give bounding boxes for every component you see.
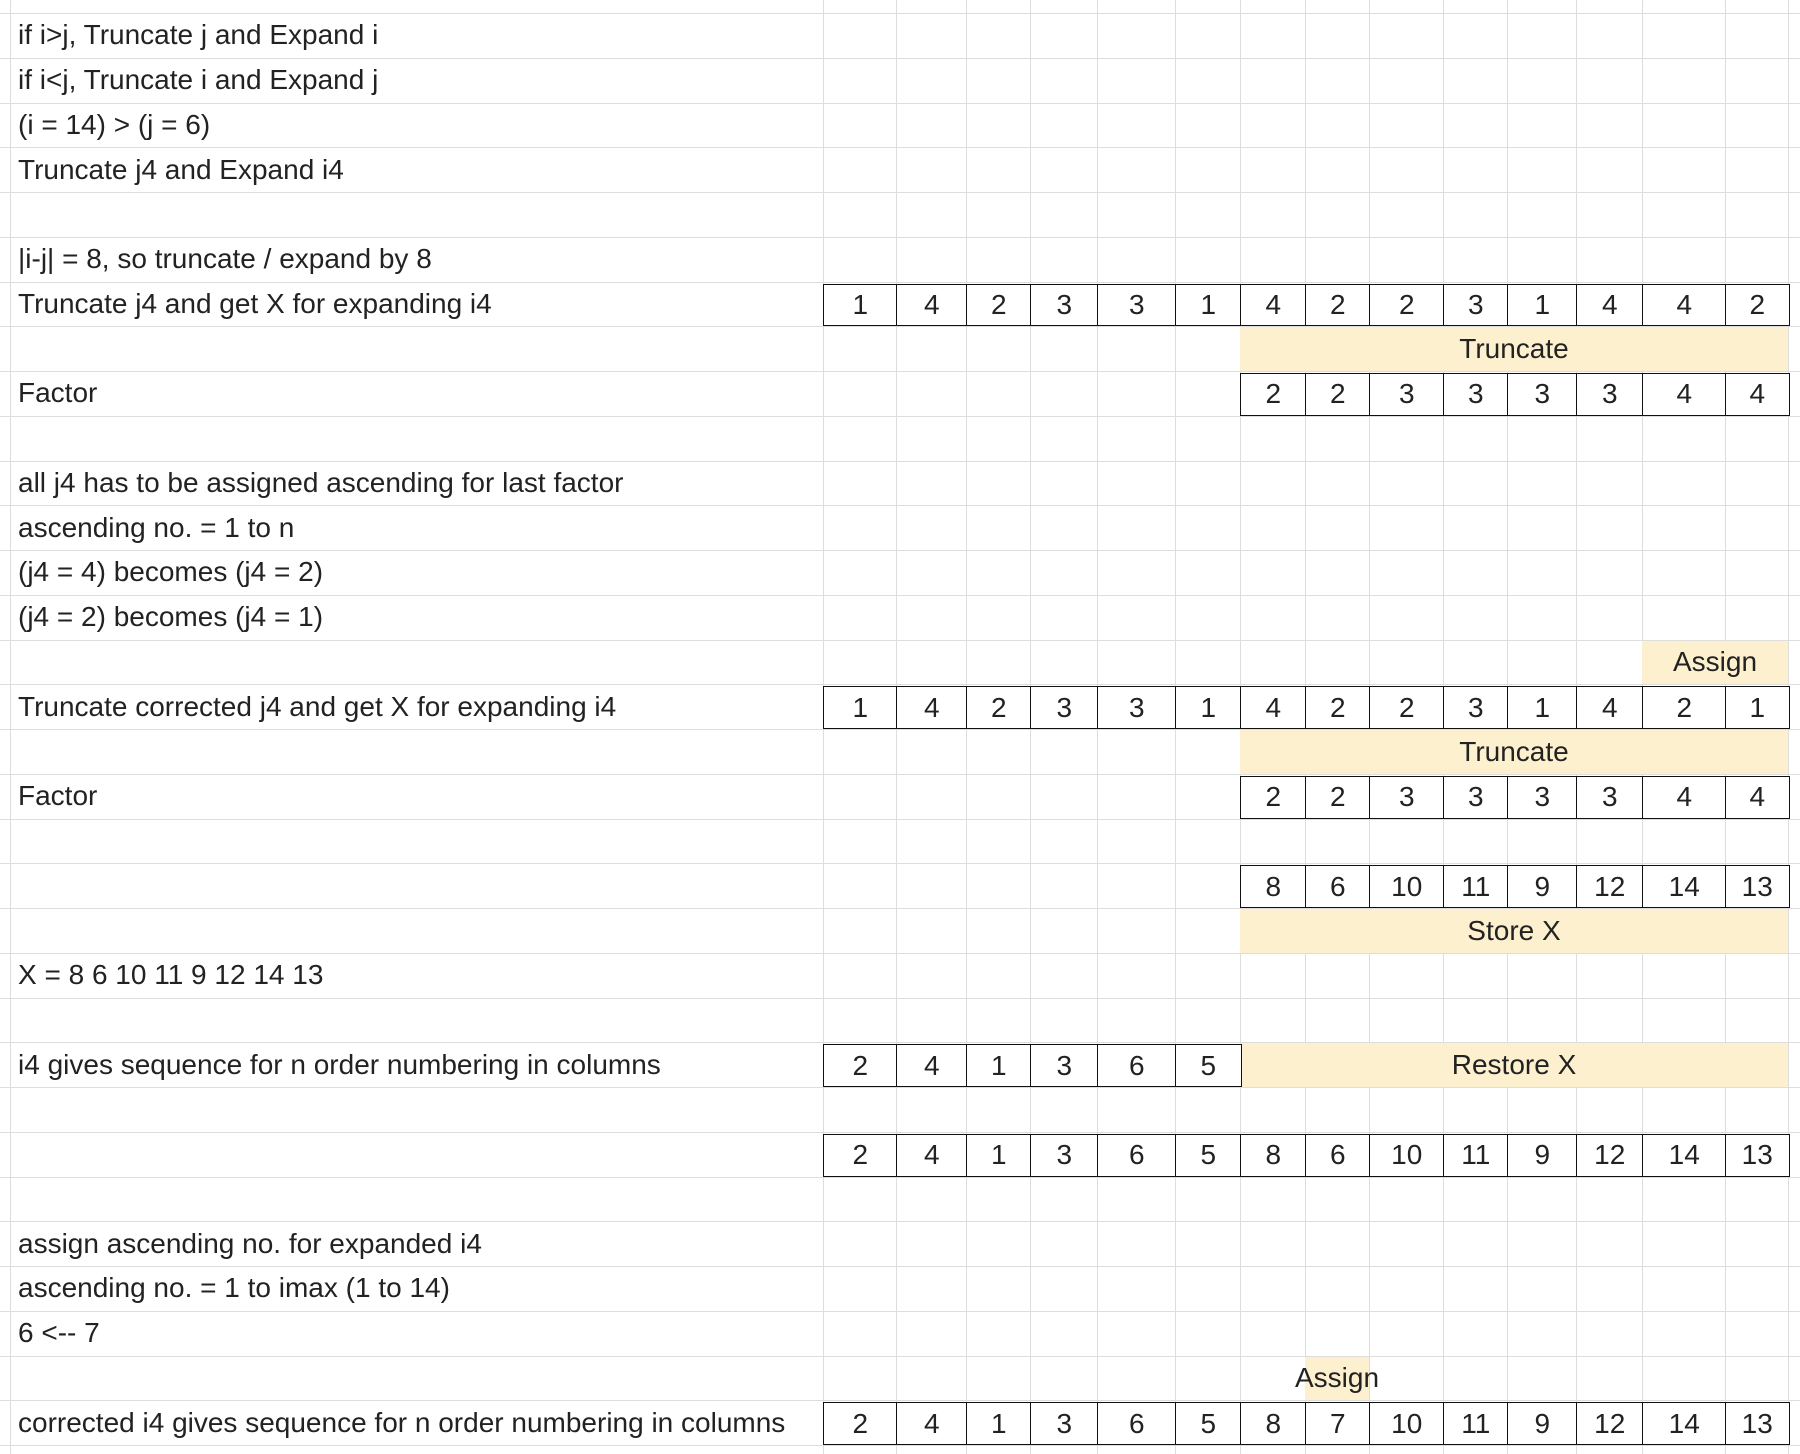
- band-store-x[interactable]: Store X: [1240, 909, 1788, 953]
- row-label[interactable]: Factor: [18, 377, 98, 409]
- value-cell[interactable]: 4: [1576, 686, 1644, 729]
- value-cell[interactable]: 4: [896, 686, 968, 729]
- row-label[interactable]: (j4 = 2) becomes (j4 = 1): [18, 601, 324, 633]
- value-cell[interactable]: 1: [1725, 686, 1790, 729]
- row-label[interactable]: Truncate j4 and get X for expanding i4: [18, 287, 492, 319]
- value-cell[interactable]: 3: [1443, 686, 1509, 729]
- value-cell[interactable]: 2: [823, 1134, 898, 1177]
- value-cell[interactable]: 10: [1369, 1402, 1445, 1445]
- value-cell[interactable]: 8: [1240, 1134, 1307, 1177]
- value-cell[interactable]: 12: [1576, 1402, 1644, 1445]
- value-cell[interactable]: 13: [1725, 1402, 1790, 1445]
- value-cell[interactable]: 4: [1240, 284, 1307, 327]
- value-cell[interactable]: 3: [1097, 284, 1177, 327]
- value-cell[interactable]: 9: [1507, 865, 1578, 908]
- value-cell[interactable]: 3: [1443, 776, 1509, 819]
- row-label[interactable]: Factor: [18, 780, 98, 812]
- value-cell[interactable]: 3: [1030, 284, 1099, 327]
- value-cell[interactable]: 4: [1240, 686, 1307, 729]
- value-cell[interactable]: 1: [1507, 284, 1578, 327]
- value-cell[interactable]: 2: [1642, 686, 1727, 729]
- band-assign[interactable]: Assign: [1265, 1357, 1409, 1401]
- row-label[interactable]: if i>j, Truncate j and Expand i: [18, 19, 379, 51]
- row-label[interactable]: i4 gives sequence for n order numbering in columns: [18, 1048, 661, 1080]
- row-label[interactable]: assign ascending no. for expanded i4: [18, 1227, 482, 1259]
- value-cell[interactable]: 4: [896, 284, 968, 327]
- value-cell[interactable]: 3: [1097, 686, 1177, 729]
- value-cell[interactable]: 6: [1097, 1402, 1177, 1445]
- band-truncate[interactable]: Truncate: [1240, 730, 1788, 774]
- band-truncate[interactable]: Truncate: [1240, 327, 1788, 371]
- value-cell[interactable]: 6: [1305, 1134, 1371, 1177]
- value-cell[interactable]: 5: [1175, 1044, 1242, 1087]
- value-cell[interactable]: 4: [1642, 776, 1727, 819]
- value-cell[interactable]: 2: [966, 686, 1032, 729]
- value-cell[interactable]: 1: [1507, 686, 1578, 729]
- value-cell[interactable]: 14: [1642, 865, 1727, 908]
- row-label[interactable]: Truncate j4 and Expand i4: [18, 153, 344, 185]
- band-restore-x[interactable]: Restore X: [1240, 1043, 1788, 1087]
- row-label[interactable]: if i<j, Truncate i and Expand j: [18, 64, 379, 96]
- value-cell[interactable]: 4: [1642, 373, 1727, 416]
- value-cell[interactable]: 13: [1725, 1134, 1790, 1177]
- value-cell[interactable]: 2: [1305, 373, 1371, 416]
- value-cell[interactable]: 4: [1642, 284, 1727, 327]
- value-cell[interactable]: 1: [966, 1044, 1032, 1087]
- value-cell[interactable]: 3: [1030, 1134, 1099, 1177]
- value-cell[interactable]: 2: [1305, 776, 1371, 819]
- value-cell[interactable]: 1: [1175, 284, 1242, 327]
- value-cell[interactable]: 11: [1443, 1402, 1509, 1445]
- value-cell[interactable]: 4: [1576, 284, 1644, 327]
- value-cell[interactable]: 1: [1175, 686, 1242, 729]
- value-cell[interactable]: 2: [1305, 284, 1371, 327]
- row-label[interactable]: (i = 14) > (j = 6): [18, 108, 211, 140]
- value-cell[interactable]: 2: [966, 284, 1032, 327]
- value-cell[interactable]: 10: [1369, 865, 1445, 908]
- row-label[interactable]: ascending no. = 1 to imax (1 to 14): [18, 1272, 450, 1304]
- value-cell[interactable]: 2: [1240, 776, 1307, 819]
- value-cell[interactable]: 1: [823, 284, 898, 327]
- value-cell[interactable]: 3: [1030, 1402, 1099, 1445]
- value-cell[interactable]: 3: [1576, 373, 1644, 416]
- value-cell[interactable]: 12: [1576, 1134, 1644, 1177]
- value-cell[interactable]: 12: [1576, 865, 1644, 908]
- value-cell[interactable]: 9: [1507, 1402, 1578, 1445]
- value-cell[interactable]: 3: [1369, 373, 1445, 416]
- value-cell[interactable]: 6: [1305, 865, 1371, 908]
- row-label[interactable]: (j4 = 4) becomes (j4 = 2): [18, 556, 324, 588]
- value-cell[interactable]: 3: [1507, 776, 1578, 819]
- value-cell[interactable]: 3: [1576, 776, 1644, 819]
- value-cell[interactable]: 4: [896, 1044, 968, 1087]
- value-cell[interactable]: 3: [1369, 776, 1445, 819]
- value-cell[interactable]: 4: [1725, 373, 1790, 416]
- value-cell[interactable]: 2: [1725, 284, 1790, 327]
- row-label[interactable]: corrected i4 gives sequence for n order numbering in columns: [18, 1406, 786, 1438]
- value-cell[interactable]: 2: [823, 1402, 898, 1445]
- value-cell[interactable]: 4: [896, 1402, 968, 1445]
- value-cell[interactable]: 2: [1369, 686, 1445, 729]
- value-cell[interactable]: 4: [896, 1134, 968, 1177]
- row-label[interactable]: X = 8 6 10 11 9 12 14 13: [18, 959, 324, 991]
- value-cell[interactable]: 11: [1443, 865, 1509, 908]
- value-cell[interactable]: 2: [1305, 686, 1371, 729]
- value-cell[interactable]: 1: [966, 1402, 1032, 1445]
- value-cell[interactable]: 2: [1369, 284, 1445, 327]
- value-cell[interactable]: 5: [1175, 1402, 1242, 1445]
- value-cell[interactable]: 3: [1030, 1044, 1099, 1087]
- value-cell[interactable]: 7: [1305, 1402, 1371, 1445]
- value-cell[interactable]: 6: [1097, 1134, 1177, 1177]
- value-cell[interactable]: 3: [1030, 686, 1099, 729]
- value-cell[interactable]: 14: [1642, 1134, 1727, 1177]
- band-assign[interactable]: Assign: [1642, 641, 1788, 685]
- value-cell[interactable]: 10: [1369, 1134, 1445, 1177]
- row-label[interactable]: 6 <-- 7: [18, 1317, 100, 1349]
- value-cell[interactable]: 3: [1443, 373, 1509, 416]
- row-label[interactable]: Truncate corrected j4 and get X for expanding i4: [18, 690, 617, 722]
- value-cell[interactable]: 1: [823, 686, 898, 729]
- value-cell[interactable]: 3: [1507, 373, 1578, 416]
- value-cell[interactable]: 8: [1240, 865, 1307, 908]
- value-cell[interactable]: 2: [1240, 373, 1307, 416]
- row-label[interactable]: ascending no. = 1 to n: [18, 511, 295, 543]
- value-cell[interactable]: 1: [966, 1134, 1032, 1177]
- value-cell[interactable]: 13: [1725, 865, 1790, 908]
- value-cell[interactable]: 4: [1725, 776, 1790, 819]
- row-label[interactable]: all j4 has to be assigned ascending for last factor: [18, 466, 624, 498]
- value-cell[interactable]: 6: [1097, 1044, 1177, 1087]
- value-cell[interactable]: 9: [1507, 1134, 1578, 1177]
- value-cell[interactable]: 5: [1175, 1134, 1242, 1177]
- value-cell[interactable]: 11: [1443, 1134, 1509, 1177]
- value-cell[interactable]: 8: [1240, 1402, 1307, 1445]
- value-cell[interactable]: 14: [1642, 1402, 1727, 1445]
- value-cell[interactable]: 3: [1443, 284, 1509, 327]
- value-cell[interactable]: 2: [823, 1044, 898, 1087]
- row-label[interactable]: |i-j| = 8, so truncate / expand by 8: [18, 243, 432, 275]
